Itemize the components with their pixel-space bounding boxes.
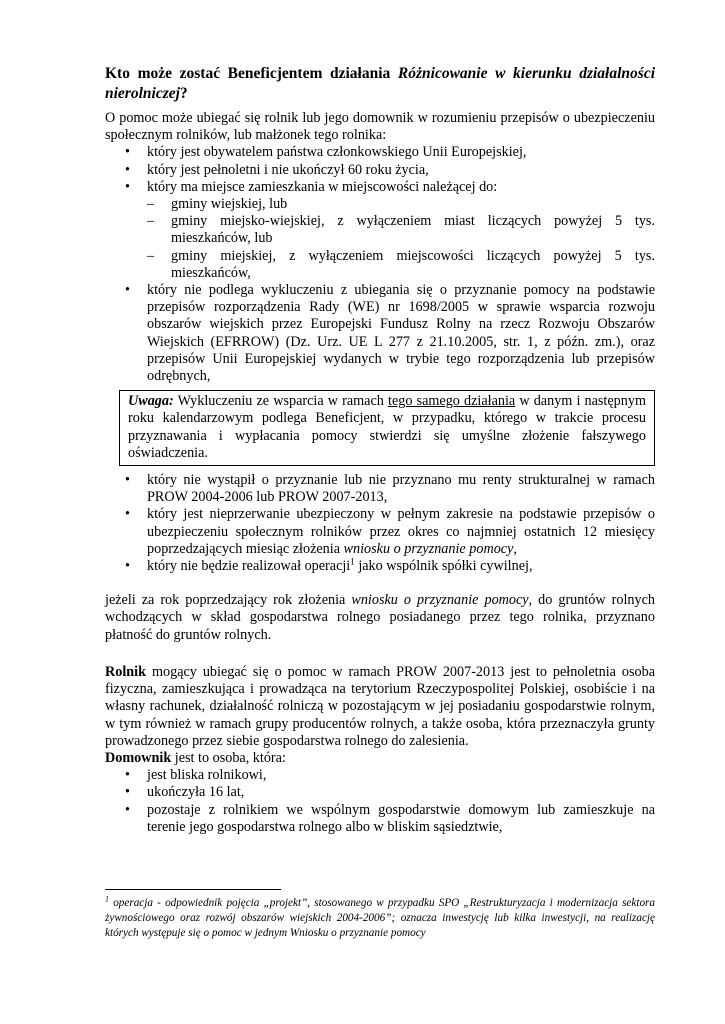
list-item: • pozostaje z rolnikiem we wspólnym gospodarstwie domowym lub zamieszkuje na terenie jego gospodarstwa rolnego albo w bliskim sąsiedztwie,: [105, 802, 655, 836]
list-item: • jest bliska rolnikowi,: [105, 767, 655, 784]
warning-note-box: Uwaga: Wykluczeniu ze wsparcia w ramach tego samego działania w danym i następnym roku kalendarzowym podlega Beneficjent, w przypadku, którego w trakcie procesu przyznawania i wypłacania pomocy stwierdzi się umyślne złożenie fałszywego oświadczenia.: [119, 390, 655, 466]
list-item: • który jest obywatelem państwa członkowskiego Unii Europejskiej,: [105, 144, 655, 161]
domownik-criteria-list: [105, 767, 655, 836]
list-item: • który jest pełnoletni i nie ukończył 60 roku życia,: [105, 162, 655, 179]
list-item: • ukończyła 16 lat,: [105, 784, 655, 801]
note-label: Uwaga:: [128, 393, 174, 410]
section-heading: Kto może zostać Beneficjentem działania Różnicowanie w kierunku działalności nierolniczej?: [105, 65, 656, 102]
term-domownik: Domownik: [105, 749, 172, 766]
intro-paragraph: O pomoc może ubiegać się rolnik lub jego domownik w rozumieniu przepisów o ubezpieczeniu społecznym rolników, lub małżonek tego rolnika:: [105, 110, 655, 144]
residence-options-list: [147, 196, 655, 282]
footnote-separator: [105, 889, 281, 890]
condition-paragraph: jeżeli za rok poprzedzający rok złożenia wniosku o przyznanie pomocy, do gruntów rolnych wchodzących w skład gospodarstwa rolnego posiadanego przez tego rolnika, przyznano płatność do gruntów rolnych.: [105, 592, 655, 643]
term-rolnik: Rolnik: [105, 663, 147, 680]
domownik-definition: Domownik jest to osoba, która:: [105, 749, 286, 766]
list-item: • który nie podlega wykluczeniu z ubiegania się o przyznanie pomocy na podstawie przepisów rozporządzenia Rady (WE) nr 1698/2005 w sprawie wsparcia rozwoju obszarów wiejskich przez Europejski Fundusz Rolny na rzecz Rozwoju Obszarów Wiejskich (EFRROW) (Dz. Urz. UE L 277 z 21.10.2005, str. 1, z późn. zm.), oraz przepisów Unii Europejskiej wydanych w trybie tego rozporządzenia lub przepisów odrębnych,: [105, 282, 655, 385]
eligibility-criteria-list: [105, 144, 655, 385]
footnote-marker: 1: [105, 894, 109, 904]
list-item: • który nie wystąpił o przyznanie lub nie przyznano mu renty strukturalnej w ramach PROW 2004-2006 lub PROW 2007-2013,: [105, 472, 655, 506]
list-item: • który nie będzie realizował operacji$^1$ jako wspólnik spółki cywilnej,: [105, 558, 655, 575]
document-body: [105, 64, 655, 836]
list-item: – gminy miejskiej, z wyłączeniem miejscowości liczących powyżej 5 tys. mieszkańców,: [147, 248, 655, 282]
list-item: – gminy miejsko-wiejskiej, z wyłączeniem miast liczących powyżej 5 tys. mieszkańców, lub: [147, 213, 655, 247]
list-item: • który ma miejsce zamieszkania w miejscowości należącej do: – gminy wiejskiej, lub – gminy miejsko-wiejskiej, z wyłączeniem miast liczących powyżej 5 tys. mieszkańców, lub – gminy miejskiej, z wyłączeniem miejscowości liczących powyżej 5 tys. mieszkańców,: [105, 179, 655, 282]
footnote: $^1$ operacja - odpowiednik pojęcia „projekt”, stosowanego w przypadku SPO „Restrukturyzacja i modernizacja sektora żywnościowego oraz rozwój obszarów wiejskich 2004-2006”; oznacza inwestycję lub kilka inwestycji, na realizację których występuje się o pomoc w jednym Wniosku o przyznanie pomocy: [105, 894, 655, 939]
list-item: • który jest nieprzerwanie ubezpieczony w pełnym zakresie na podstawie przepisów o ubezpieczeniu społecznym rolników przez okres co najmniej ostatnich 12 miesięcy poprzedzających miesiąc złożenia wniosku o przyznanie pomocy,: [105, 506, 655, 558]
underlined-phrase: tego samego działania: [388, 393, 516, 410]
rolnik-definition: Rolnik mogący ubiegać się o pomoc w ramach PROW 2007-2013 jest to pełnoletnia osoba fizyczna, zamieszkująca i prowadząca na terytorium Rzeczypospolitej Polskiej, osobiście i na własny rachunek, działalność rolniczą w pozostającym w jej posiadaniu gospodarstwie rolnym, w tym również w ramach grupy producentów rolnych, a także osoba, która przeznaczyła grunty prowadzonego przez siebie gospodarstwa rolnego do zalesienia.: [105, 663, 655, 749]
list-item: – gminy wiejskiej, lub: [147, 196, 655, 213]
eligibility-criteria-list-continued: [105, 472, 655, 575]
footnote-reference[interactable]: 1: [350, 556, 355, 567]
